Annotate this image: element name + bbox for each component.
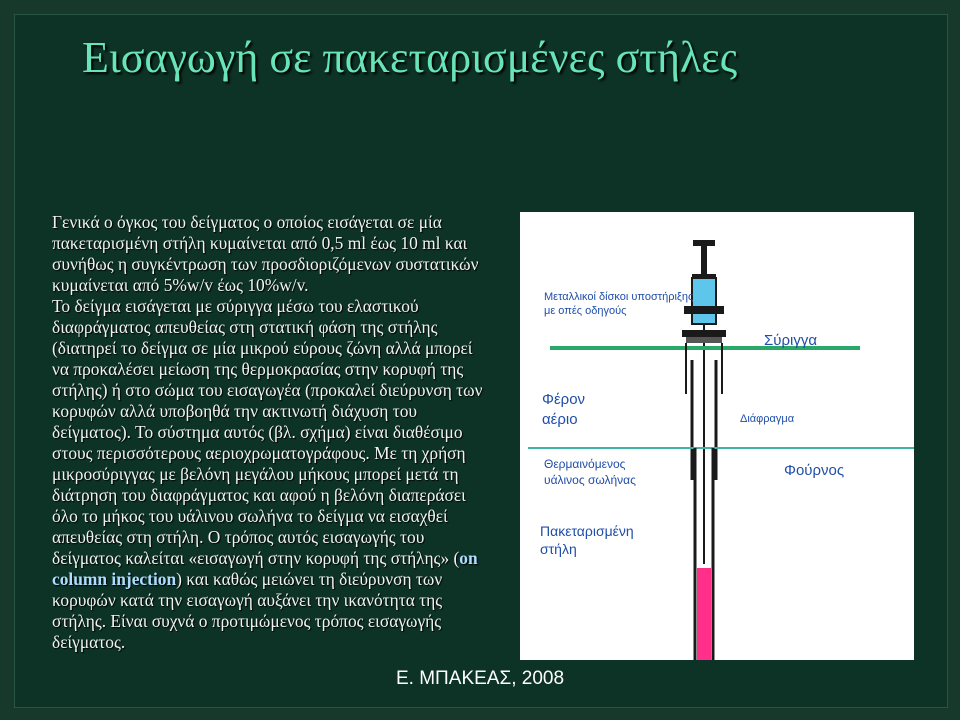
label-oven: Φούρνος: [784, 462, 845, 479]
paragraph-injection-text: Το δείγμα εισάγεται με σύριγγα μέσω του ελαστικού διαφράγματος απευθείας στη στατική φάση της στήλης (διατηρεί το δείγμα σε μία μικρού εύρους ζώνη αλλά μπορεί να προκαλέσει μείωση της θερμοκρασίας στην κορυφή της στήλης) ή στο σώμα του εισαγωγέα (προκαλεί διεύρυνση των κορυφών αλλά υποβοηθά την ακτινωτή διάχυση του δείγματος). Το σύστημα αυτός (βλ. σχήμα) είναι διαθέσιμο στους περισσότερους αεριοχρωματογράφους. Με τη χρήση μικροσύριγγας με βελόνη μεγάλου μήκους μπορεί μετά τη διάτρηση του διαφράγματος και αφού η βελόνη διαπεράσει όλο το μήκος του υάλινου σωλήνα το δείγμα να εισαχθεί απευθείας στη στήλη. Ο τρόπος αυτός εισαγωγής του δείγματος καλείται «εισαγωγή στην κορυφή της στήλης» (: [52, 296, 483, 568]
label-septum: Διάφραγμα: [740, 413, 795, 425]
injector-drawing: [520, 212, 914, 660]
column-packing: [697, 568, 711, 660]
label-carrier-gas: Φέρον αέριο: [542, 391, 586, 428]
on-column-injection-term: on column injection: [52, 548, 478, 589]
paragraph-injection: [52, 296, 492, 653]
paragraph-injection-text-end: ) και καθώς μειώνει τη διεύρυνση των κορυφών κατά την εισαγωγή αυξάνει την ικανότητα της στήλης. Είναι συχνά ο προτιμώμενος τρόπος εισαγωγής δείγματος.: [52, 569, 443, 652]
plunger-handle: [693, 240, 715, 246]
paragraph-sample-volume: Γενικά ο όγκος του δείγματος ο οποίος εισάγεται σε μία πακεταρισμένη στήλη κυμαίνεται από 0,5 ml έως 10 ml και συνήθως η συγκέντρωση των προσδιοριζόμενων συστατικών κυμαίνεται από 5%w/v έως 10%w/v.: [52, 212, 479, 295]
slide-body: [52, 212, 492, 653]
slide-title: Εισαγωγή σε πακεταρισμένες στήλες: [82, 33, 738, 82]
plunger-rod: [701, 246, 707, 278]
septum-disc: [686, 337, 722, 343]
injector-diagram: [520, 212, 914, 660]
syringe-barrel-cap: [692, 274, 716, 279]
label-metal-discs: Μεταλλικοί δίσκοι υποστήριξης με οπές οδηγούς: [544, 291, 694, 317]
author-footer: Ε. ΜΠΑΚΕΑΣ, 2008: [396, 668, 565, 689]
metal-disc-middle: [682, 330, 726, 337]
label-heated-glass-tube: Θερμαινόμενος υάλινος σωλήνας: [544, 457, 636, 487]
label-syringe: Σύριγγα: [764, 332, 818, 349]
label-packed-column: Πακεταρισμένη στήλη: [540, 523, 634, 557]
